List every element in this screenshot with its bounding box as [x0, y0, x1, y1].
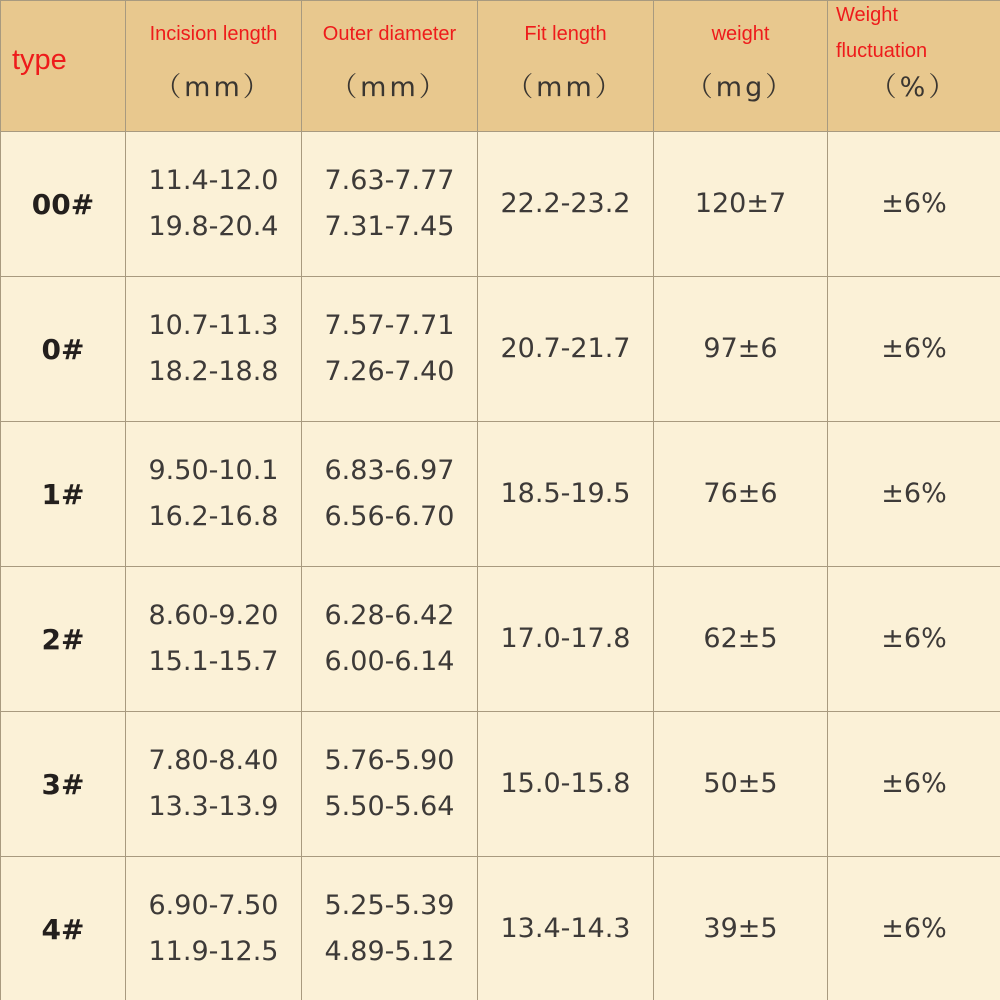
- incision-length-value: 19.8-20.4: [148, 211, 279, 242]
- header-row: [1, 1, 1000, 132]
- outer-diameter-value: 7.26-7.40: [324, 356, 455, 387]
- incision-length-cell: [126, 277, 302, 422]
- header-incision-length: [126, 1, 302, 132]
- weight-cell: 97±6: [654, 277, 828, 422]
- outer-diameter-value: 7.57-7.71: [324, 310, 455, 341]
- incision-length-value: 9.50-10.1: [148, 455, 279, 486]
- header-incision-length-label: Incision length: [149, 23, 278, 45]
- header-fit-length-label: Fit length: [524, 23, 607, 45]
- header-weight-fluctuation-line-2: fluctuation: [836, 40, 928, 62]
- fit-length-cell: 20.7-21.7: [478, 277, 654, 422]
- header-outer-diameter-label: Outer diameter: [322, 23, 457, 45]
- outer-diameter-cell: [302, 567, 478, 712]
- header-outer-diameter: [302, 1, 478, 132]
- outer-diameter-value: 7.63-7.77: [324, 165, 455, 196]
- header-weight: [654, 1, 828, 132]
- weight-cell: 62±5: [654, 567, 828, 712]
- incision-length-value: 10.7-11.3: [148, 310, 279, 341]
- header-weight-fluctuation-line-1: Weight: [836, 4, 898, 26]
- incision-length-value: 7.80-8.40: [148, 745, 279, 776]
- outer-diameter-cell: [302, 277, 478, 422]
- incision-length-value: 15.1-15.7: [148, 646, 279, 677]
- outer-diameter-value: 6.83-6.97: [324, 455, 455, 486]
- table-row: [1, 712, 1000, 857]
- weight-fluctuation-cell: ±6%: [828, 567, 1000, 712]
- type-cell: 1#: [1, 422, 126, 567]
- fit-length-cell: 13.4-14.3: [478, 857, 654, 1000]
- header-type: [1, 1, 126, 132]
- incision-length-value: 8.60-9.20: [148, 600, 279, 631]
- outer-diameter-cell: [302, 857, 478, 1000]
- weight-fluctuation-cell: ±6%: [828, 422, 1000, 567]
- table-body: [1, 132, 1000, 1000]
- outer-diameter-value: 6.28-6.42: [324, 600, 455, 631]
- header-weight-fluctuation-label: [836, 0, 927, 69]
- outer-diameter-value: 5.25-5.39: [324, 890, 455, 921]
- header-fit-length: [478, 1, 654, 132]
- header-weight-unit: （mg）: [685, 72, 796, 103]
- incision-length-value: 18.2-18.8: [148, 356, 279, 387]
- header-weight-fluctuation: [828, 1, 1000, 132]
- incision-length-cell: [126, 422, 302, 567]
- header-fit-length-unit: （mm）: [506, 72, 625, 103]
- outer-diameter-cell: [302, 712, 478, 857]
- weight-cell: 120±7: [654, 132, 828, 277]
- incision-length-value: 11.4-12.0: [148, 165, 279, 196]
- weight-fluctuation-cell: ±6%: [828, 712, 1000, 857]
- incision-length-value: 11.9-12.5: [148, 936, 279, 967]
- type-cell: 00#: [1, 132, 126, 277]
- incision-length-value: 6.90-7.50: [148, 890, 279, 921]
- weight-cell: 50±5: [654, 712, 828, 857]
- header-type-label: type: [12, 44, 67, 76]
- header-weight-fluctuation-unit: （%）: [869, 72, 959, 103]
- incision-length-cell: [126, 567, 302, 712]
- type-cell: 0#: [1, 277, 126, 422]
- incision-length-value: 16.2-16.8: [148, 501, 279, 532]
- outer-diameter-value: 4.89-5.12: [324, 936, 455, 967]
- table-header: [1, 1, 1000, 132]
- type-cell: 3#: [1, 712, 126, 857]
- fit-length-cell: 17.0-17.8: [478, 567, 654, 712]
- weight-cell: 39±5: [654, 857, 828, 1000]
- outer-diameter-value: 6.00-6.14: [324, 646, 455, 677]
- outer-diameter-value: 6.56-6.70: [324, 501, 455, 532]
- table-row: [1, 567, 1000, 712]
- outer-diameter-value: 5.50-5.64: [324, 791, 455, 822]
- outer-diameter-value: 7.31-7.45: [324, 211, 455, 242]
- type-cell: 2#: [1, 567, 126, 712]
- outer-diameter-cell: [302, 132, 478, 277]
- table-row: [1, 277, 1000, 422]
- table-row: [1, 857, 1000, 1000]
- header-weight-label: weight: [711, 23, 770, 45]
- weight-fluctuation-cell: ±6%: [828, 132, 1000, 277]
- header-incision-length-unit: （mm）: [154, 72, 273, 103]
- incision-length-cell: [126, 712, 302, 857]
- weight-fluctuation-cell: ±6%: [828, 277, 1000, 422]
- table-row: [1, 422, 1000, 567]
- incision-length-value: 13.3-13.9: [148, 791, 279, 822]
- fit-length-cell: 22.2-23.2: [478, 132, 654, 277]
- incision-length-cell: [126, 132, 302, 277]
- outer-diameter-cell: [302, 422, 478, 567]
- fit-length-cell: 15.0-15.8: [478, 712, 654, 857]
- weight-cell: 76±6: [654, 422, 828, 567]
- outer-diameter-value: 5.76-5.90: [324, 745, 455, 776]
- header-outer-diameter-unit: （mm）: [330, 72, 449, 103]
- fit-length-cell: 18.5-19.5: [478, 422, 654, 567]
- weight-fluctuation-cell: ±6%: [828, 857, 1000, 1000]
- incision-length-cell: [126, 857, 302, 1000]
- table-row: [1, 132, 1000, 277]
- type-cell: 4#: [1, 857, 126, 1000]
